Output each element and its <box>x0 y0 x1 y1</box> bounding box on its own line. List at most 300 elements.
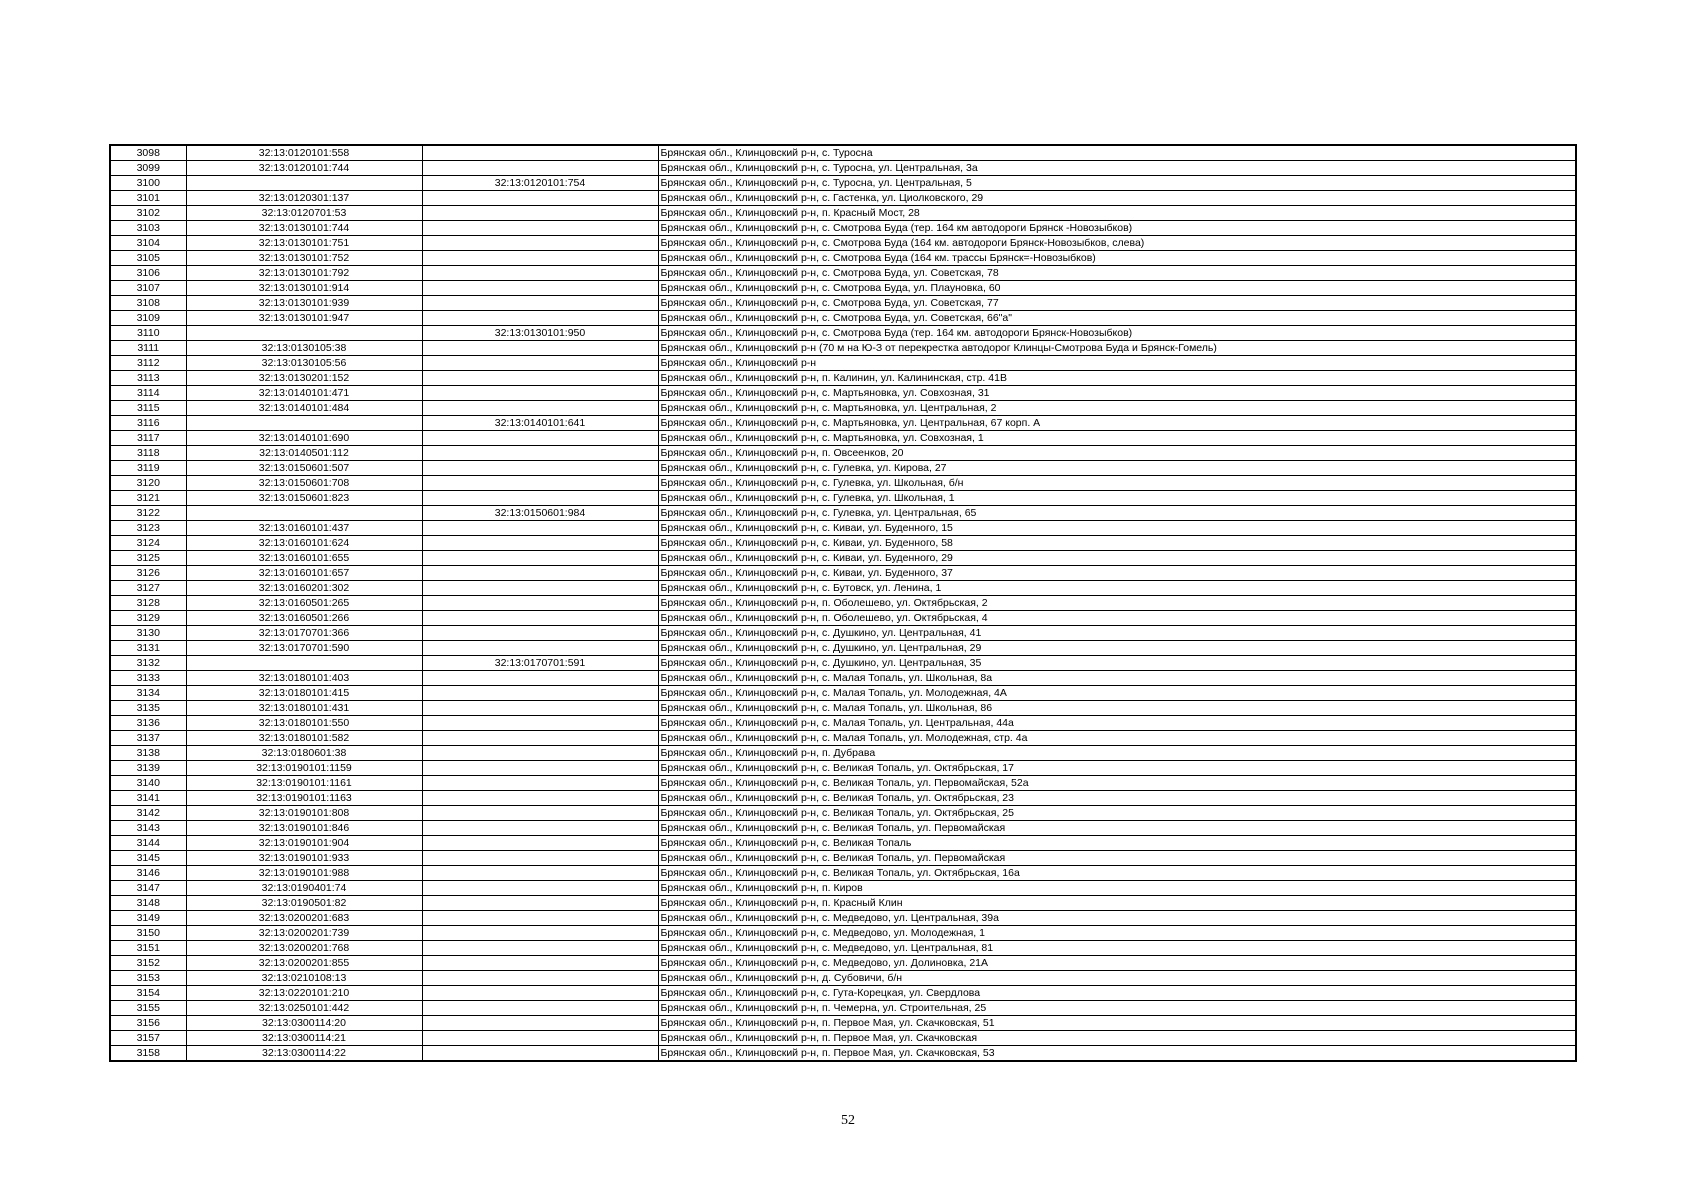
address-cell: Брянская обл., Клинцовский р-н, с. Гулевка, ул. Кирова, 27 <box>658 461 1576 476</box>
row-number-cell: 3135 <box>110 701 186 716</box>
address-cell: Брянская обл., Клинцовский р-н, с. Туросна, ул. Центральная, 5 <box>658 176 1576 191</box>
cadastral-number-cell: 32:13:0190101:1159 <box>186 761 422 776</box>
cadastral-number-cell <box>186 416 422 431</box>
cadastral-number-alt-cell <box>422 206 658 221</box>
row-number-cell: 3098 <box>110 145 186 161</box>
table-row <box>110 191 1576 206</box>
row-number-cell: 3114 <box>110 386 186 401</box>
address-cell: Брянская обл., Клинцовский р-н, с. Киваи, ул. Буденного, 37 <box>658 566 1576 581</box>
cadastral-number-cell: 32:13:0150601:708 <box>186 476 422 491</box>
address-cell: Брянская обл., Клинцовский р-н, с. Душкино, ул. Центральная, 35 <box>658 656 1576 671</box>
row-number-cell: 3126 <box>110 566 186 581</box>
table-row <box>110 145 1576 161</box>
cadastral-number-alt-cell: 32:13:0130101:950 <box>422 326 658 341</box>
address-cell: Брянская обл., Клинцовский р-н, д. Субовичи, б/н <box>658 971 1576 986</box>
table-row <box>110 251 1576 266</box>
cadastral-number-cell: 32:13:0300114:20 <box>186 1016 422 1031</box>
row-number-cell: 3108 <box>110 296 186 311</box>
cadastral-number-alt-cell <box>422 161 658 176</box>
cadastral-number-cell: 32:13:0190401:74 <box>186 881 422 896</box>
row-number-cell: 3143 <box>110 821 186 836</box>
address-cell: Брянская обл., Клинцовский р-н, с. Мартьяновка, ул. Совхозная, 31 <box>658 386 1576 401</box>
table-row <box>110 911 1576 926</box>
row-number-cell: 3117 <box>110 431 186 446</box>
table-row <box>110 296 1576 311</box>
cadastral-number-alt-cell <box>422 746 658 761</box>
row-number-cell: 3113 <box>110 371 186 386</box>
cadastral-number-alt-cell <box>422 956 658 971</box>
cadastral-number-alt-cell <box>422 821 658 836</box>
cadastral-number-cell: 32:13:0210108:13 <box>186 971 422 986</box>
table-row <box>110 161 1576 176</box>
cadastral-number-cell: 32:13:0160501:265 <box>186 596 422 611</box>
cadastral-number-cell <box>186 656 422 671</box>
cadastral-number-alt-cell <box>422 986 658 1001</box>
address-cell: Брянская обл., Клинцовский р-н, с. Смотрова Буда (164 км. трассы Брянск=-Новозыбков) <box>658 251 1576 266</box>
cadastral-number-alt-cell <box>422 806 658 821</box>
cadastral-number-alt-cell <box>422 581 658 596</box>
cadastral-number-alt-cell <box>422 296 658 311</box>
address-cell: Брянская обл., Клинцовский р-н, с. Медведово, ул. Центральная, 81 <box>658 941 1576 956</box>
table-row <box>110 1046 1576 1062</box>
cadastral-number-cell: 32:13:0300114:21 <box>186 1031 422 1046</box>
cadastral-number-cell: 32:13:0220101:210 <box>186 986 422 1001</box>
row-number-cell: 3106 <box>110 266 186 281</box>
address-cell: Брянская обл., Клинцовский р-н, п. Оболешево, ул. Октябрьская, 4 <box>658 611 1576 626</box>
cadastral-number-cell: 32:13:0190101:846 <box>186 821 422 836</box>
address-cell: Брянская обл., Клинцовский р-н, п. Красный Мост, 28 <box>658 206 1576 221</box>
cadastral-number-alt-cell <box>422 476 658 491</box>
table-row <box>110 656 1576 671</box>
cadastral-number-cell: 32:13:0130105:38 <box>186 341 422 356</box>
table-row <box>110 731 1576 746</box>
row-number-cell: 3099 <box>110 161 186 176</box>
cadastral-number-alt-cell <box>422 671 658 686</box>
cadastral-number-cell: 32:13:0150601:507 <box>186 461 422 476</box>
table-row <box>110 896 1576 911</box>
cadastral-number-cell: 32:13:0120101:744 <box>186 161 422 176</box>
cadastral-number-cell: 32:13:0130101:792 <box>186 266 422 281</box>
row-number-cell: 3147 <box>110 881 186 896</box>
row-number-cell: 3103 <box>110 221 186 236</box>
row-number-cell: 3149 <box>110 911 186 926</box>
table-row <box>110 971 1576 986</box>
cadastral-number-cell: 32:13:0190101:988 <box>186 866 422 881</box>
table-row <box>110 506 1576 521</box>
table-row <box>110 341 1576 356</box>
table-row <box>110 176 1576 191</box>
cadastral-number-alt-cell <box>422 401 658 416</box>
table-row <box>110 746 1576 761</box>
address-cell: Брянская обл., Клинцовский р-н, с. Бутовск, ул. Ленина, 1 <box>658 581 1576 596</box>
row-number-cell: 3122 <box>110 506 186 521</box>
table-row <box>110 881 1576 896</box>
cadastral-number-alt-cell <box>422 356 658 371</box>
address-cell: Брянская обл., Клинцовский р-н, с. Мартьяновка, ул. Совхозная, 1 <box>658 431 1576 446</box>
address-cell: Брянская обл., Клинцовский р-н, с. Великая Топаль, ул. Первомайская, 52а <box>658 776 1576 791</box>
address-cell: Брянская обл., Клинцовский р-н, с. Великая Топаль, ул. Октябрьская, 23 <box>658 791 1576 806</box>
address-cell: Брянская обл., Клинцовский р-н, п. Овсеенков, 20 <box>658 446 1576 461</box>
cadastral-number-alt-cell <box>422 1016 658 1031</box>
cadastral-number-alt-cell <box>422 536 658 551</box>
cadastral-number-cell: 32:13:0130101:947 <box>186 311 422 326</box>
cadastral-number-cell: 32:13:0190101:808 <box>186 806 422 821</box>
row-number-cell: 3148 <box>110 896 186 911</box>
address-cell: Брянская обл., Клинцовский р-н, с. Малая Топаль, ул. Молодежная, стр. 4а <box>658 731 1576 746</box>
cadastral-number-alt-cell <box>422 341 658 356</box>
table-row <box>110 401 1576 416</box>
address-cell: Брянская обл., Клинцовский р-н, с. Душкино, ул. Центральная, 29 <box>658 641 1576 656</box>
cadastral-number-cell: 32:13:0130105:56 <box>186 356 422 371</box>
row-number-cell: 3124 <box>110 536 186 551</box>
cadastral-number-cell: 32:13:0180101:550 <box>186 716 422 731</box>
row-number-cell: 3142 <box>110 806 186 821</box>
table-row <box>110 551 1576 566</box>
address-cell: Брянская обл., Клинцовский р-н, с. Смотрова Буда, ул. Советская, 77 <box>658 296 1576 311</box>
cadastral-number-alt-cell <box>422 386 658 401</box>
table-row <box>110 491 1576 506</box>
cadastral-number-cell: 32:13:0120701:53 <box>186 206 422 221</box>
address-cell: Брянская обл., Клинцовский р-н, с. Малая Топаль, ул. Центральная, 44а <box>658 716 1576 731</box>
cadastral-number-alt-cell <box>422 191 658 206</box>
address-cell: Брянская обл., Клинцовский р-н, с. Великая Топаль, ул. Октябрьская, 16а <box>658 866 1576 881</box>
row-number-cell: 3109 <box>110 311 186 326</box>
cadastral-number-alt-cell <box>422 851 658 866</box>
table-row <box>110 311 1576 326</box>
address-cell: Брянская обл., Клинцовский р-н, с. Туросна, ул. Центральная, 3а <box>658 161 1576 176</box>
address-cell: Брянская обл., Клинцовский р-н, с. Великая Топаль, ул. Первомайская <box>658 821 1576 836</box>
row-number-cell: 3134 <box>110 686 186 701</box>
cadastral-number-alt-cell <box>422 521 658 536</box>
table-row <box>110 236 1576 251</box>
cadastral-number-cell: 32:13:0190101:1161 <box>186 776 422 791</box>
cadastral-number-cell: 32:13:0170701:590 <box>186 641 422 656</box>
table-row <box>110 431 1576 446</box>
cadastral-number-cell: 32:13:0160201:302 <box>186 581 422 596</box>
address-cell: Брянская обл., Клинцовский р-н, с. Гастенка, ул. Циолковского, 29 <box>658 191 1576 206</box>
cadastral-number-cell: 32:13:0180101:582 <box>186 731 422 746</box>
row-number-cell: 3132 <box>110 656 186 671</box>
table-row <box>110 641 1576 656</box>
table-row <box>110 536 1576 551</box>
row-number-cell: 3119 <box>110 461 186 476</box>
cadastral-number-cell: 32:13:0180101:415 <box>186 686 422 701</box>
cadastral-number-cell: 32:13:0160101:624 <box>186 536 422 551</box>
row-number-cell: 3104 <box>110 236 186 251</box>
row-number-cell: 3102 <box>110 206 186 221</box>
cadastral-number-alt-cell <box>422 491 658 506</box>
address-cell: Брянская обл., Клинцовский р-н, с. Мартьяновка, ул. Центральная, 2 <box>658 401 1576 416</box>
row-number-cell: 3121 <box>110 491 186 506</box>
row-number-cell: 3158 <box>110 1046 186 1062</box>
cadastral-number-cell: 32:13:0190101:1163 <box>186 791 422 806</box>
address-cell: Брянская обл., Клинцовский р-н, с. Великая Топаль, ул. Октябрьская, 25 <box>658 806 1576 821</box>
cadastral-number-cell: 32:13:0190101:904 <box>186 836 422 851</box>
cadastral-number-alt-cell <box>422 776 658 791</box>
address-cell: Брянская обл., Клинцовский р-н, с. Медведово, ул. Долиновка, 21А <box>658 956 1576 971</box>
register-table-body <box>110 145 1576 1061</box>
address-cell: Брянская обл., Клинцовский р-н, п. Калинин, ул. Калининская, стр. 41В <box>658 371 1576 386</box>
cadastral-number-alt-cell <box>422 866 658 881</box>
row-number-cell: 3140 <box>110 776 186 791</box>
row-number-cell: 3118 <box>110 446 186 461</box>
address-cell: Брянская обл., Клинцовский р-н, с. Великая Топаль, ул. Первомайская <box>658 851 1576 866</box>
address-cell: Брянская обл., Клинцовский р-н, с. Киваи, ул. Буденного, 58 <box>658 536 1576 551</box>
register-table <box>109 144 1577 1062</box>
address-cell: Брянская обл., Клинцовский р-н, с. Душкино, ул. Центральная, 41 <box>658 626 1576 641</box>
cadastral-number-cell: 32:13:0140101:484 <box>186 401 422 416</box>
table-row <box>110 356 1576 371</box>
row-number-cell: 3123 <box>110 521 186 536</box>
cadastral-number-cell: 32:13:0150601:823 <box>186 491 422 506</box>
address-cell: Брянская обл., Клинцовский р-н, с. Малая Топаль, ул. Школьная, 86 <box>658 701 1576 716</box>
cadastral-number-alt-cell <box>422 461 658 476</box>
row-number-cell: 3101 <box>110 191 186 206</box>
cadastral-number-alt-cell <box>422 971 658 986</box>
cadastral-number-alt-cell <box>422 1031 658 1046</box>
cadastral-number-alt-cell <box>422 941 658 956</box>
row-number-cell: 3141 <box>110 791 186 806</box>
cadastral-number-cell: 32:13:0300114:22 <box>186 1046 422 1062</box>
address-cell: Брянская обл., Клинцовский р-н, с. Смотрова Буда, ул. Плауновка, 60 <box>658 281 1576 296</box>
table-row <box>110 671 1576 686</box>
address-cell: Брянская обл., Клинцовский р-н, п. Чемерна, ул. Строительная, 25 <box>658 1001 1576 1016</box>
cadastral-number-cell: 32:13:0190101:933 <box>186 851 422 866</box>
row-number-cell: 3129 <box>110 611 186 626</box>
cadastral-number-cell: 32:13:0130101:744 <box>186 221 422 236</box>
row-number-cell: 3112 <box>110 356 186 371</box>
cadastral-number-cell: 32:13:0120301:137 <box>186 191 422 206</box>
row-number-cell: 3100 <box>110 176 186 191</box>
address-cell: Брянская обл., Клинцовский р-н, п. Оболешево, ул. Октябрьская, 2 <box>658 596 1576 611</box>
cadastral-number-alt-cell <box>422 686 658 701</box>
address-cell: Брянская обл., Клинцовский р-н <box>658 356 1576 371</box>
row-number-cell: 3145 <box>110 851 186 866</box>
row-number-cell: 3144 <box>110 836 186 851</box>
cadastral-number-alt-cell <box>422 611 658 626</box>
cadastral-number-cell: 32:13:0130101:751 <box>186 236 422 251</box>
cadastral-number-alt-cell <box>422 1046 658 1062</box>
cadastral-number-cell <box>186 326 422 341</box>
cadastral-number-alt-cell <box>422 551 658 566</box>
table-row <box>110 596 1576 611</box>
table-row <box>110 866 1576 881</box>
cadastral-number-cell: 32:13:0180101:431 <box>186 701 422 716</box>
cadastral-number-cell: 32:13:0170701:366 <box>186 626 422 641</box>
cadastral-number-alt-cell <box>422 791 658 806</box>
cadastral-number-alt-cell <box>422 731 658 746</box>
row-number-cell: 3105 <box>110 251 186 266</box>
cadastral-number-alt-cell <box>422 145 658 161</box>
address-cell: Брянская обл., Клинцовский р-н, п. Киров <box>658 881 1576 896</box>
table-row <box>110 1001 1576 1016</box>
address-cell: Брянская обл., Клинцовский р-н, с. Мартьяновка, ул. Центральная, 67 корп. А <box>658 416 1576 431</box>
cadastral-number-alt-cell <box>422 221 658 236</box>
cadastral-number-cell: 32:13:0120101:558 <box>186 145 422 161</box>
address-cell: Брянская обл., Клинцовский р-н, с. Киваи, ул. Буденного, 29 <box>658 551 1576 566</box>
cadastral-number-alt-cell <box>422 716 658 731</box>
cadastral-number-cell: 32:13:0190501:82 <box>186 896 422 911</box>
cadastral-number-cell: 32:13:0160101:657 <box>186 566 422 581</box>
cadastral-number-alt-cell <box>422 431 658 446</box>
cadastral-number-alt-cell <box>422 371 658 386</box>
address-cell: Брянская обл., Клинцовский р-н, с. Гулевка, ул. Центральная, 65 <box>658 506 1576 521</box>
table-row <box>110 986 1576 1001</box>
row-number-cell: 3116 <box>110 416 186 431</box>
address-cell: Брянская обл., Клинцовский р-н, с. Смотрова Буда, ул. Советская, 78 <box>658 266 1576 281</box>
cadastral-number-cell: 32:13:0160101:437 <box>186 521 422 536</box>
cadastral-number-cell <box>186 506 422 521</box>
cadastral-number-cell <box>186 176 422 191</box>
row-number-cell: 3155 <box>110 1001 186 1016</box>
row-number-cell: 3130 <box>110 626 186 641</box>
cadastral-number-alt-cell <box>422 236 658 251</box>
address-cell: Брянская обл., Клинцовский р-н, с. Гулевка, ул. Школьная, б/н <box>658 476 1576 491</box>
row-number-cell: 3146 <box>110 866 186 881</box>
cadastral-number-cell: 32:13:0160101:655 <box>186 551 422 566</box>
cadastral-number-alt-cell <box>422 926 658 941</box>
cadastral-number-alt-cell: 32:13:0170701:591 <box>422 656 658 671</box>
row-number-cell: 3157 <box>110 1031 186 1046</box>
table-row <box>110 581 1576 596</box>
cadastral-number-cell: 32:13:0200201:768 <box>186 941 422 956</box>
address-cell: Брянская обл., Клинцовский р-н, с. Туросна <box>658 145 1576 161</box>
cadastral-number-cell: 32:13:0130101:939 <box>186 296 422 311</box>
address-cell: Брянская обл., Клинцовский р-н, с. Смотрова Буда (тер. 164 км автодороги Брянск -Новозыбков) <box>658 221 1576 236</box>
table-row <box>110 1031 1576 1046</box>
row-number-cell: 3131 <box>110 641 186 656</box>
cadastral-number-alt-cell <box>422 761 658 776</box>
table-row <box>110 701 1576 716</box>
table-row <box>110 761 1576 776</box>
table-row <box>110 611 1576 626</box>
cadastral-number-alt-cell <box>422 446 658 461</box>
row-number-cell: 3152 <box>110 956 186 971</box>
table-row <box>110 941 1576 956</box>
table-row <box>110 956 1576 971</box>
row-number-cell: 3137 <box>110 731 186 746</box>
row-number-cell: 3154 <box>110 986 186 1001</box>
row-number-cell: 3111 <box>110 341 186 356</box>
table-row <box>110 716 1576 731</box>
page-number: 52 <box>841 1113 855 1128</box>
address-cell: Брянская обл., Клинцовский р-н (70 м на Ю-З от перекрестка автодорог Клинцы-Смотрова Буда и Брянск-Гомель) <box>658 341 1576 356</box>
cadastral-number-alt-cell <box>422 701 658 716</box>
table-row <box>110 791 1576 806</box>
cadastral-number-alt-cell <box>422 266 658 281</box>
cadastral-number-cell: 32:13:0180601:38 <box>186 746 422 761</box>
address-cell: Брянская обл., Клинцовский р-н, п. Красный Клин <box>658 896 1576 911</box>
address-cell: Брянская обл., Клинцовский р-н, с. Киваи, ул. Буденного, 15 <box>658 521 1576 536</box>
row-number-cell: 3150 <box>110 926 186 941</box>
cadastral-number-alt-cell: 32:13:0150601:984 <box>422 506 658 521</box>
cadastral-number-alt-cell <box>422 1001 658 1016</box>
cadastral-number-cell: 32:13:0130201:152 <box>186 371 422 386</box>
address-cell: Брянская обл., Клинцовский р-н, с. Смотрова Буда (тер. 164 км. автодороги Брянск-Новозыбков) <box>658 326 1576 341</box>
cadastral-number-cell: 32:13:0140101:471 <box>186 386 422 401</box>
cadastral-number-alt-cell <box>422 566 658 581</box>
address-cell: Брянская обл., Клинцовский р-н, с. Великая Топаль <box>658 836 1576 851</box>
address-cell: Брянская обл., Клинцовский р-н, с. Медведово, ул. Молодежная, 1 <box>658 926 1576 941</box>
row-number-cell: 3120 <box>110 476 186 491</box>
address-cell: Брянская обл., Клинцовский р-н, с. Смотрова Буда, ул. Советская, 66"а" <box>658 311 1576 326</box>
address-cell: Брянская обл., Клинцовский р-н, с. Смотрова Буда (164 км. автодороги Брянск-Новозыбков, слева) <box>658 236 1576 251</box>
row-number-cell: 3151 <box>110 941 186 956</box>
table-row <box>110 926 1576 941</box>
cadastral-number-alt-cell: 32:13:0140101:641 <box>422 416 658 431</box>
table-row <box>110 461 1576 476</box>
cadastral-number-alt-cell <box>422 911 658 926</box>
table-row <box>110 386 1576 401</box>
address-cell: Брянская обл., Клинцовский р-н, с. Малая Топаль, ул. Молодежная, 4А <box>658 686 1576 701</box>
address-cell: Брянская обл., Клинцовский р-н, с. Малая Топаль, ул. Школьная, 8а <box>658 671 1576 686</box>
table-row <box>110 266 1576 281</box>
cadastral-number-cell: 32:13:0200201:739 <box>186 926 422 941</box>
table-row <box>110 626 1576 641</box>
row-number-cell: 3156 <box>110 1016 186 1031</box>
cadastral-number-cell: 32:13:0140101:690 <box>186 431 422 446</box>
table-row <box>110 416 1576 431</box>
cadastral-number-alt-cell <box>422 311 658 326</box>
cadastral-number-alt-cell <box>422 896 658 911</box>
row-number-cell: 3110 <box>110 326 186 341</box>
table-row <box>110 806 1576 821</box>
cadastral-number-cell: 32:13:0140501:112 <box>186 446 422 461</box>
table-row <box>110 521 1576 536</box>
row-number-cell: 3128 <box>110 596 186 611</box>
address-cell: Брянская обл., Клинцовский р-н, п. Первое Мая, ул. Скачковская, 51 <box>658 1016 1576 1031</box>
table-row <box>110 326 1576 341</box>
row-number-cell: 3153 <box>110 971 186 986</box>
cadastral-number-cell: 32:13:0130101:752 <box>186 251 422 266</box>
table-row <box>110 476 1576 491</box>
cadastral-number-alt-cell <box>422 836 658 851</box>
cadastral-number-cell: 32:13:0130101:914 <box>186 281 422 296</box>
address-cell: Брянская обл., Клинцовский р-н, с. Гута-Корецкая, ул. Свердлова <box>658 986 1576 1001</box>
cadastral-number-cell: 32:13:0200201:855 <box>186 956 422 971</box>
table-row <box>110 371 1576 386</box>
address-cell: Брянская обл., Клинцовский р-н, с. Великая Топаль, ул. Октябрьская, 17 <box>658 761 1576 776</box>
table-row <box>110 1016 1576 1031</box>
table-row <box>110 686 1576 701</box>
cadastral-number-alt-cell <box>422 281 658 296</box>
cadastral-number-alt-cell: 32:13:0120101:754 <box>422 176 658 191</box>
cadastral-number-cell: 32:13:0200201:683 <box>186 911 422 926</box>
table-row <box>110 221 1576 236</box>
cadastral-number-cell: 32:13:0160501:266 <box>186 611 422 626</box>
table-row <box>110 776 1576 791</box>
address-cell: Брянская обл., Клинцовский р-н, п. Дубрава <box>658 746 1576 761</box>
address-cell: Брянская обл., Клинцовский р-н, п. Первое Мая, ул. Скачковская, 53 <box>658 1046 1576 1062</box>
table-row <box>110 851 1576 866</box>
cadastral-number-cell: 32:13:0250101:442 <box>186 1001 422 1016</box>
row-number-cell: 3133 <box>110 671 186 686</box>
cadastral-number-alt-cell <box>422 641 658 656</box>
address-cell: Брянская обл., Клинцовский р-н, п. Первое Мая, ул. Скачковская <box>658 1031 1576 1046</box>
table-row <box>110 836 1576 851</box>
address-cell: Брянская обл., Клинцовский р-н, с. Медведово, ул. Центральная, 39а <box>658 911 1576 926</box>
row-number-cell: 3115 <box>110 401 186 416</box>
table-row <box>110 281 1576 296</box>
table-row <box>110 446 1576 461</box>
row-number-cell: 3138 <box>110 746 186 761</box>
row-number-cell: 3125 <box>110 551 186 566</box>
address-cell: Брянская обл., Клинцовский р-н, с. Гулевка, ул. Школьная, 1 <box>658 491 1576 506</box>
cadastral-number-alt-cell <box>422 251 658 266</box>
cadastral-number-alt-cell <box>422 626 658 641</box>
cadastral-number-cell: 32:13:0180101:403 <box>186 671 422 686</box>
table-row <box>110 821 1576 836</box>
